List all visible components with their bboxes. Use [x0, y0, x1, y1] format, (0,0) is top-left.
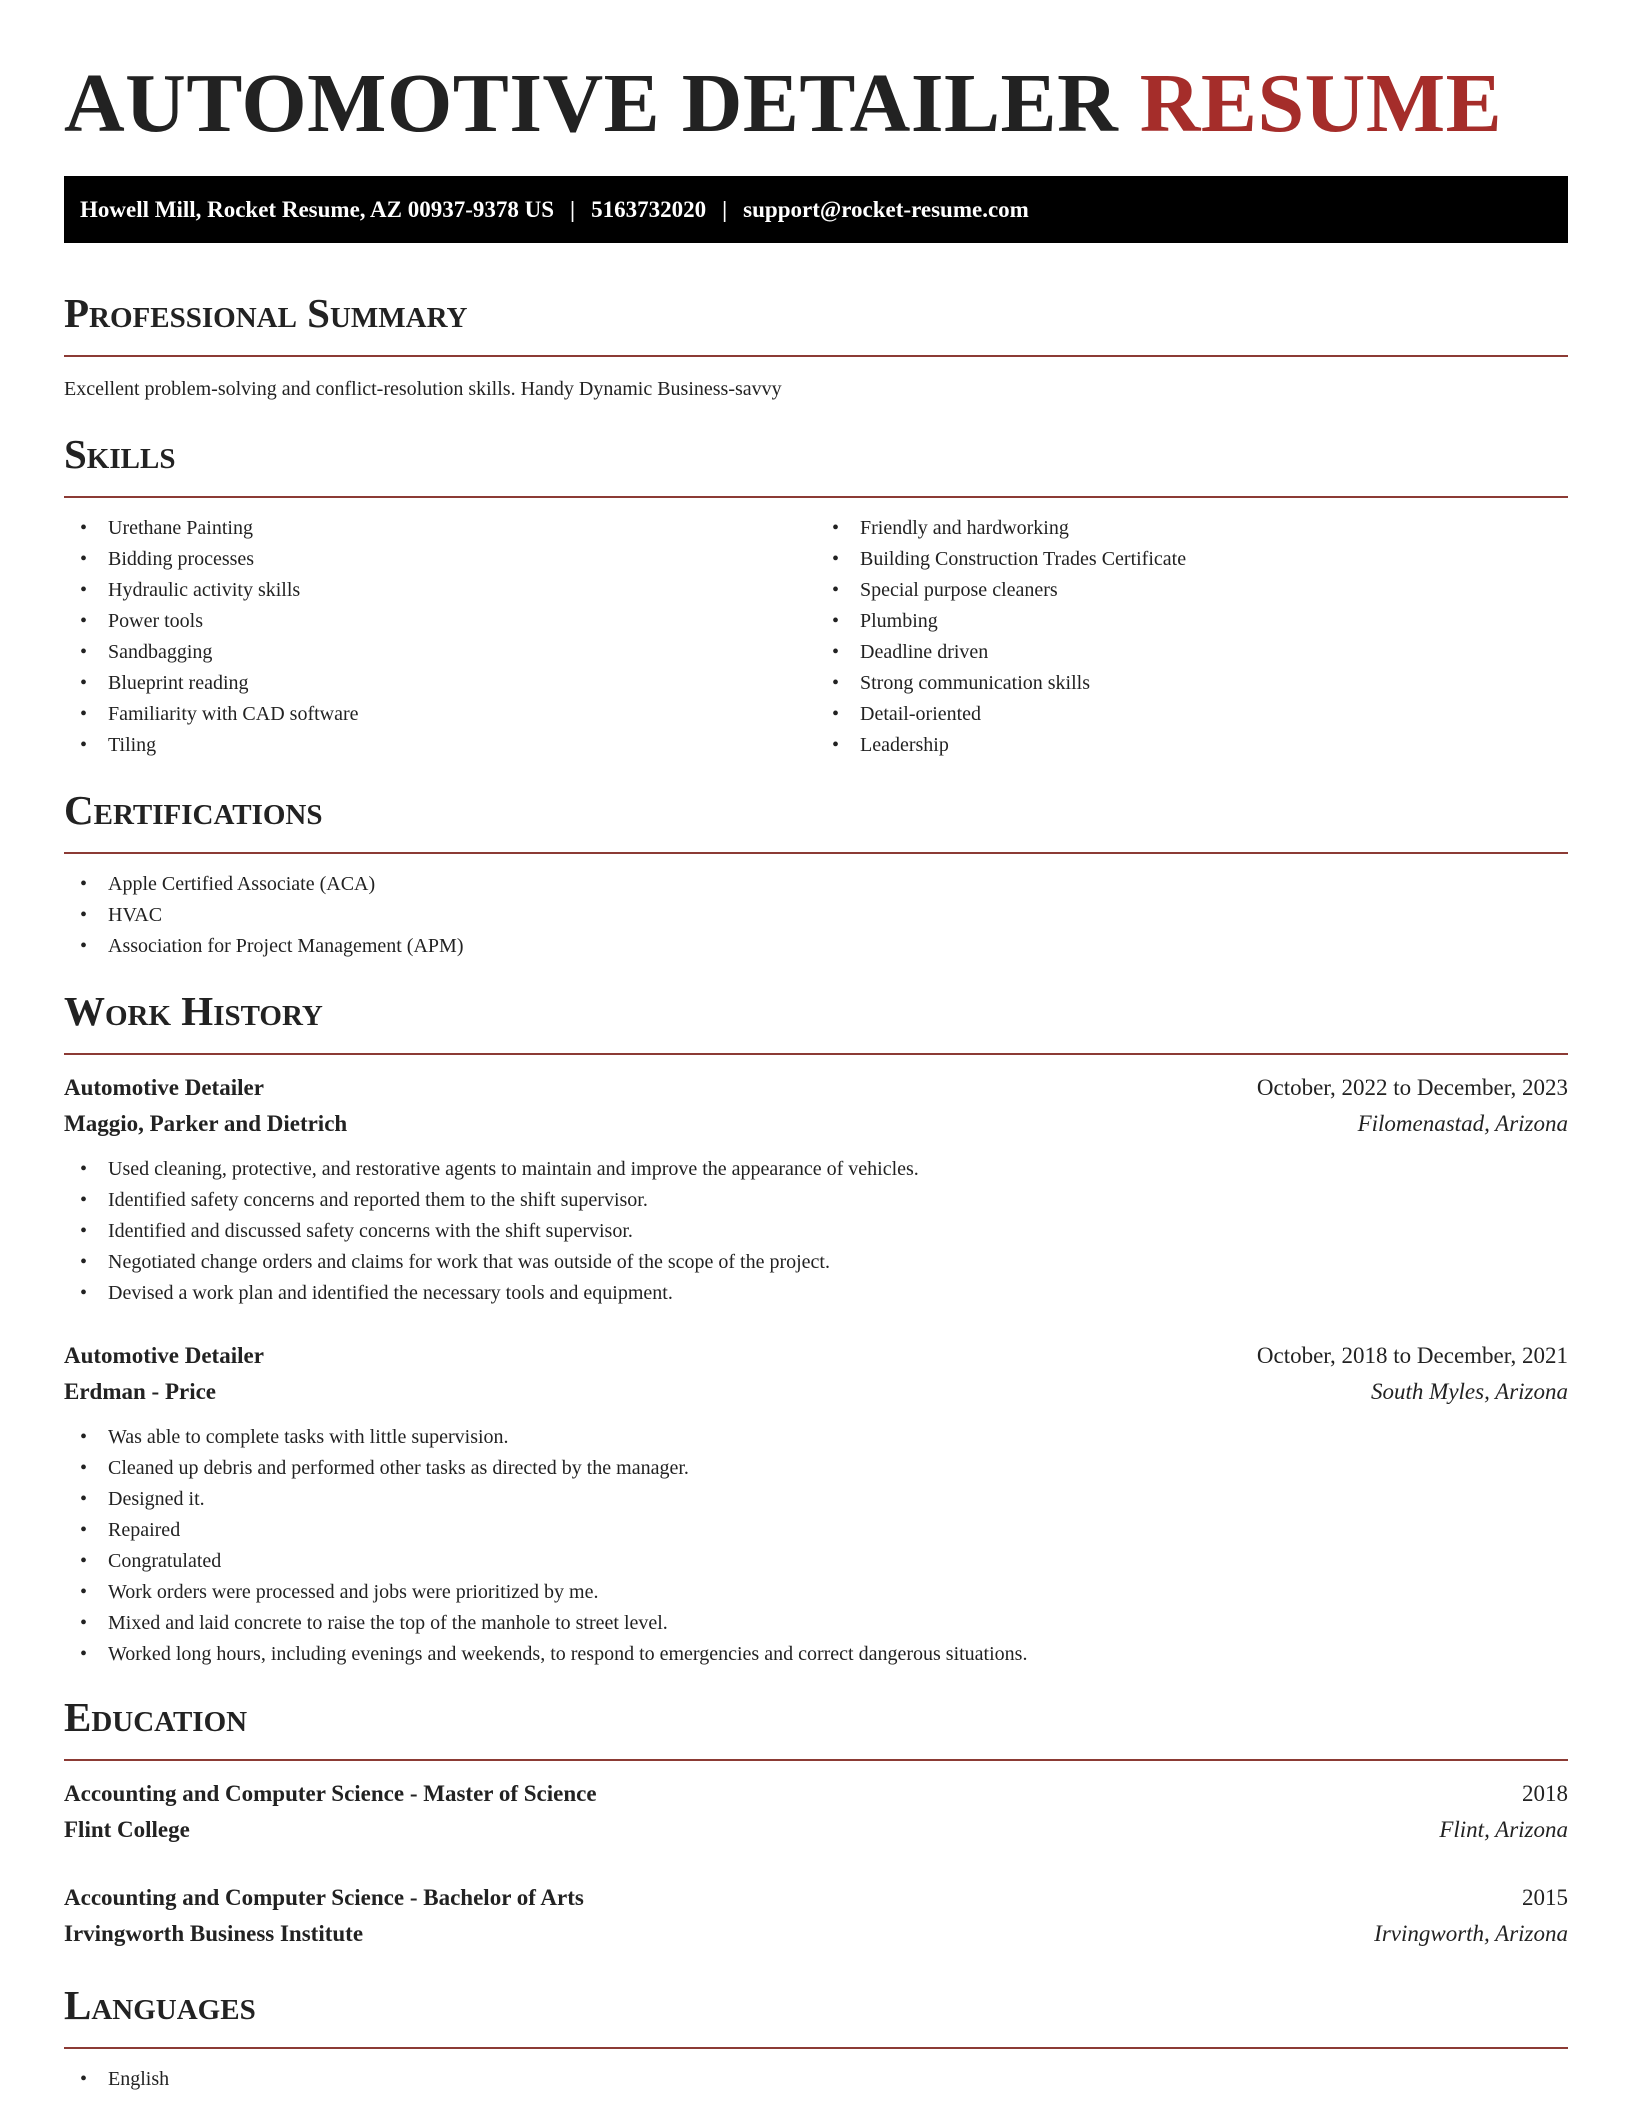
section-divider — [64, 355, 1568, 357]
certification-item: • Association for Project Management (APM) — [64, 931, 1568, 962]
skills-heading: Skills — [64, 431, 176, 477]
job-dates: October, 2022 to December, 2023 — [1256, 1075, 1568, 1100]
skill-item: • Urethane Painting — [64, 513, 816, 544]
education-degree-row — [64, 1776, 1568, 1812]
skills-grid — [64, 513, 1568, 761]
job-duty: • Used cleaning, protective, and restorative agents to maintain and improve the appearance of vehicles. — [64, 1154, 1568, 1185]
job-duty: • Designed it. — [64, 1484, 1568, 1515]
contact-bar — [64, 176, 1568, 243]
title-accent: RESUME — [1139, 57, 1503, 150]
languages-heading: Languages — [64, 1982, 256, 2028]
section-divider — [64, 496, 1568, 498]
section-divider — [64, 2047, 1568, 2049]
education-entry — [64, 1776, 1568, 1848]
contact-address: Howell Mill, Rocket Resume, AZ 00937-9378 US — [80, 196, 555, 222]
contact-phone: 5163732020 — [591, 196, 707, 222]
job-entry — [64, 1338, 1568, 1670]
summary-text: Excellent problem-solving and conflict-resolution skills. Handy Dynamic Business-savvy — [64, 378, 782, 400]
job-company-row — [64, 1374, 1568, 1410]
education-degree: Accounting and Computer Science - Master of Science — [64, 1781, 597, 1806]
job-company: Maggio, Parker and Dietrich — [64, 1111, 348, 1136]
skills-list-right — [816, 513, 1568, 761]
job-entry — [64, 1070, 1568, 1309]
contact-separator: | — [570, 196, 576, 222]
job-duty: • Devised a work plan and identified the necessary tools and equipment. — [64, 1278, 1568, 1309]
skill-item: • Plumbing — [816, 606, 1568, 637]
languages-list — [64, 2064, 1568, 2095]
resume-title — [64, 0, 1568, 150]
job-company-row — [64, 1106, 1568, 1142]
job-duty: • Cleaned up debris and performed other tasks as directed by the manager. — [64, 1453, 1568, 1484]
certifications-heading: Certifications — [64, 787, 323, 833]
skill-item: • Detail-oriented — [816, 699, 1568, 730]
certifications-list — [64, 869, 1568, 962]
job-company: Erdman - Price — [64, 1379, 217, 1404]
title-main: AUTOMOTIVE DETAILER — [64, 57, 1119, 150]
section-divider — [64, 1053, 1568, 1055]
education-school: Flint College — [64, 1817, 190, 1842]
skill-item: • Hydraulic activity skills — [64, 575, 816, 606]
education-school: Irvingworth Business Institute — [64, 1921, 364, 1946]
contact-email: support@rocket-resume.com — [743, 196, 1029, 222]
job-duties — [64, 1422, 1568, 1670]
language-item: • English — [64, 2064, 1568, 2095]
skill-item: • Bidding processes — [64, 544, 816, 575]
education-degree-row — [64, 1880, 1568, 1916]
job-header-row — [64, 1338, 1568, 1374]
job-duty: • Worked long hours, including evenings and weekends, to respond to emergencies and correct dangerous situations. — [64, 1639, 1568, 1670]
job-duty: • Repaired — [64, 1515, 1568, 1546]
skill-item: • Friendly and hardworking — [816, 513, 1568, 544]
skill-item: • Tiling — [64, 730, 816, 761]
education-degree: Accounting and Computer Science - Bachelor of Arts — [64, 1885, 584, 1910]
skill-item: • Blueprint reading — [64, 668, 816, 699]
skill-item: • Leadership — [816, 730, 1568, 761]
skills-list-left — [64, 513, 816, 761]
job-duties — [64, 1154, 1568, 1309]
section-divider — [64, 1759, 1568, 1761]
education-year: 2018 — [1522, 1781, 1568, 1806]
job-duty: • Identified safety concerns and reported them to the shift supervisor. — [64, 1185, 1568, 1216]
job-duty: • Identified and discussed safety concerns with the shift supervisor. — [64, 1216, 1568, 1247]
education-school-row — [64, 1916, 1568, 1952]
education-entry — [64, 1880, 1568, 1952]
skill-item: • Special purpose cleaners — [816, 575, 1568, 606]
contact-separator: | — [722, 196, 728, 222]
skill-item: • Familiarity with CAD software — [64, 699, 816, 730]
education-school-row — [64, 1812, 1568, 1848]
skill-item: • Deadline driven — [816, 637, 1568, 668]
education-year: 2015 — [1522, 1885, 1568, 1910]
job-role: Automotive Detailer — [64, 1343, 264, 1368]
job-dates: October, 2018 to December, 2021 — [1256, 1343, 1568, 1368]
job-location: South Myles, Arizona — [1371, 1379, 1568, 1404]
summary-heading: Professional Summary — [64, 290, 468, 336]
skill-item: • Strong communication skills — [816, 668, 1568, 699]
education-heading: Education — [64, 1694, 248, 1740]
job-duty: • Was able to complete tasks with little supervision. — [64, 1422, 1568, 1453]
skill-item: • Sandbagging — [64, 637, 816, 668]
skill-item: • Power tools — [64, 606, 816, 637]
job-duty: • Negotiated change orders and claims for work that was outside of the scope of the project. — [64, 1247, 1568, 1278]
job-role: Automotive Detailer — [64, 1075, 264, 1100]
job-location: Filomenastad, Arizona — [1357, 1111, 1568, 1136]
certification-item: • HVAC — [64, 900, 1568, 931]
education-location: Flint, Arizona — [1439, 1817, 1568, 1842]
education-location: Irvingworth, Arizona — [1374, 1921, 1568, 1946]
job-duty: • Congratulated — [64, 1546, 1568, 1577]
job-header-row — [64, 1070, 1568, 1106]
job-duty: • Mixed and laid concrete to raise the top of the manhole to street level. — [64, 1608, 1568, 1639]
section-divider — [64, 852, 1568, 854]
job-duty: • Work orders were processed and jobs were prioritized by me. — [64, 1577, 1568, 1608]
work-history-heading: Work History — [64, 988, 323, 1034]
certification-item: • Apple Certified Associate (ACA) — [64, 869, 1568, 900]
skill-item: • Building Construction Trades Certificate — [816, 544, 1568, 575]
